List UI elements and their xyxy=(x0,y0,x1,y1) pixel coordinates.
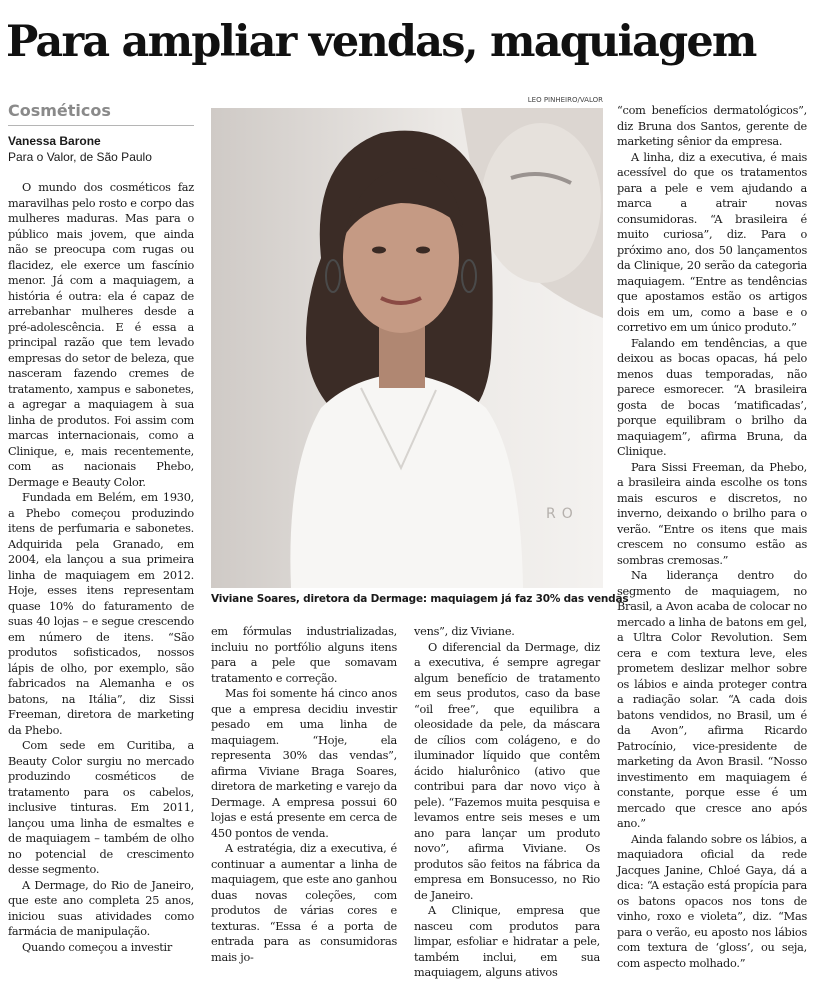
paragraph: Com sede em Curitiba, a Beauty Color surgiu no mercado produzindo cosméticos de tratamento para os cabelos, inclusive tinturas. Em 2011, lançou uma linha de esmaltes e de maquiagem – também de olho no potencial de crescimento desse segmento. xyxy=(8,739,194,876)
paragraph: A estratégia, diz a executiva, é continuar a aumentar a linha de maquiagem, que este ano ganhou duas novas coleções, com produtos de várias cores e texturas. “Essa é a porta de entrada para as consumidoras mais jo- xyxy=(211,842,397,964)
portrait-photo xyxy=(211,108,603,588)
article-column-4 xyxy=(617,103,807,970)
article-column-2 xyxy=(211,624,397,964)
paragraph: Na liderança dentro do segmento de maquiagem, no Brasil, a Avon acaba de colocar no mercado a linha de batons em gel, a Ultra Color Revolution. Sem cera e com textura leve, eles prometem deslizar melhor sobre os lábios e ainda proteger contra a radiação solar. “A cada dois batons vendidos, no Brasil, um é da Avon”, afirma Ricardo Patrocínio, vice-presidente de marketing da Avon Brasil. “Nosso investimento em maquiagem é constante, porque esse é um mercado que cresce ano após ano.” xyxy=(617,569,807,830)
paragraph: Para Sissi Freeman, da Phebo, a brasileira ainda escolhe os tons mais escuros e discretos, no inverno, deixando o brilho para o verão. “Entre os itens que mais crescem no consumo estão as sombras cremosas.” xyxy=(617,460,807,567)
paragraph: vens”, diz Viviane. xyxy=(414,625,515,638)
headline: Para ampliar vendas, maquiagem xyxy=(6,17,756,67)
paragraph: Mas foi somente há cinco anos que a empresa decidiu investir pesado em uma linha de maquiagem. “Hoje, ela representa 30% das vendas”, afirma Viviane Braga Soares, diretora de marketing e varejo da Dermage. A empresa possui 60 lojas e está presente em cerca de 450 pontos de venda. xyxy=(211,687,397,840)
byline xyxy=(8,133,194,165)
paragraph: A linha, diz a executiva, é mais acessível do que os tratamentos para a pele e vem ajudando a marca a atrair novas consumidoras. “A brasileira é muito curiosa”, diz. Para o próximo ano, dos 50 lançamentos da Clinique, 20 serão da categoria maquiagem. “Entre as tendências que apostamos estão os artigos dois em um, como a base e o corretivo em um único produto.” xyxy=(617,150,807,334)
article-column-3 xyxy=(414,624,600,979)
paragraph: O diferencial da Dermage, diz a executiva, é sempre agregar algum benefício de tratamento em seus produtos, caso da base “oil free”, que equilibra a oleosidade da pele, da máscara de cílios com colágeno, e do iluminador líquido que contêm ácido hialurônico (ativo que contribui para dar novo viço à pele). “Fazemos muita pesquisa e levamos entre seis meses e um ano para lançar um produto novo”, afirma Viviane. Os produtos são feitos na fábrica da empresa em Bonsucesso, no Rio de Janeiro. xyxy=(414,640,600,902)
portrait-illustration xyxy=(211,108,603,588)
paragraph: “com benefícios dermatológicos”, diz Bruna dos Santos, gerente de marketing sênior da empresa. xyxy=(617,104,807,148)
paragraph: O mundo dos cosméticos faz maravilhas pelo rosto e corpo das mulheres maduras. Mas para o público mais jovem, que ainda não se preocupa com rugas ou flacidez, ele exerce um fascínio menor. Já com a maquiagem, a história é outra: ela é capaz de arrebanhar mulheres desde a pré-adolescência. E é essa a principal razão que tem levado empresas do setor de beleza, que nasceram fazendo cremes de tratamento, xampus e sabonetes, a agregar a maquiagem à sua linha de produtos. Foi assim com marcas internacionais, como a Clinique, e, mais recentemente, com as nacionais Phebo, Dermage e Beauty Color. xyxy=(8,181,194,489)
byline-affiliation: Para o Valor, de São Paulo xyxy=(8,150,152,164)
paragraph: em fórmulas industrializadas, incluiu no portfólio alguns itens para a pele que somavam tratamento e correção. xyxy=(211,625,397,685)
section-label: Cosméticos xyxy=(8,101,194,126)
paragraph: Quando começou a investir xyxy=(22,940,173,954)
paragraph: A Clinique, empresa que nasceu com produtos para limpar, esfoliar e hidratar a pele, também inclui, em sua maquiagem, alguns ativos xyxy=(414,904,600,979)
paragraph: Ainda falando sobre os lábios, a maquiadora oficial da rede Jacques Janine, Chloé Gaya, dá a dica: “A estação está propícia para os batons opacos nos tons de vinho, roxo e violeta”, diz. “Mas para o verão, eu aposto nos lábios com textura de ‘gloss’, ou seja, com aspecto molhado.” xyxy=(617,832,807,970)
paragraph: Falando em tendências, a que deixou as bocas opacas, há pelo menos duas temporadas, não parece esmorecer. “A brasileira gosta de bocas ‘matificadas’, porque equilibram o brilho da maquiagem”, afirma Bruna, da Clinique. xyxy=(617,336,807,458)
byline-author: Vanessa Barone xyxy=(8,134,101,148)
paragraph: Fundada em Belém, em 1930, a Phebo começou produzindo itens de perfumaria e sabonetes. Adquirida pela Granado, em 2004, ela lançou a sua primeira linha de maquiagem em 2012. Hoje, esses itens representam quase 10% do faturamento de suas 40 lojas – e segue crescendo em número de itens. “São produtos sofisticados, nossos lápis de olho, por exemplo, são fabricados na Alemanha e os batons, na Itália”, diz Sissi Freeman, diretora de marketing da Phebo. xyxy=(8,491,194,737)
svg-text:RO: RO xyxy=(546,506,579,522)
paragraph: A Dermage, do Rio de Janeiro, que este ano completa 25 anos, iniciou suas atividades como farmácia de manipulação. xyxy=(8,878,194,938)
photo-credit: LEO PINHEIRO/VALOR xyxy=(527,96,603,104)
photo-caption: Viviane Soares, diretora da Dermage: maquiagem já faz 30% das vendas xyxy=(211,593,629,605)
article-column-1 xyxy=(8,180,194,954)
